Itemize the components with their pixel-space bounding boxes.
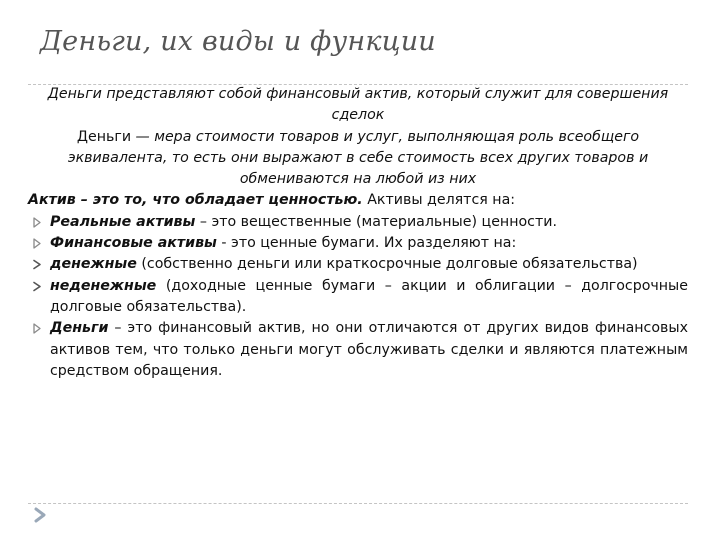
arrow-bullet-icon bbox=[32, 281, 42, 292]
definition-1-text: Деньги представляют собой финансовый актив, который служит для совершения сделок bbox=[47, 86, 669, 124]
bullet-item-real-assets bbox=[28, 212, 688, 233]
triangle-bullet-icon bbox=[32, 217, 42, 228]
bullet-term: неденежные bbox=[50, 277, 157, 294]
bullet-text: (собственно деньги или краткосрочные долговые обязательства) bbox=[136, 256, 638, 273]
bullet-item-monetary bbox=[28, 254, 688, 275]
assets-intro-lead: Актив – это то, что обладает ценностью. bbox=[28, 192, 363, 209]
bullet-text: - это ценные бумаги. Их разделяют на: bbox=[216, 235, 517, 252]
bullet-term: Реальные активы bbox=[50, 213, 196, 230]
definition-2-text: — мера стоимости товаров и услуг, выполняющая роль всеобщего эквивалента, то есть они выражают в себе стоимость всех других товаров и обмениваются на любой из них bbox=[67, 128, 649, 188]
bullet-term: Финансовые активы bbox=[50, 235, 217, 252]
bullet-item-financial-assets bbox=[28, 233, 688, 254]
triangle-bullet-icon bbox=[32, 238, 42, 249]
definition-2-lead: Деньги bbox=[76, 128, 132, 145]
corner-arrow-icon bbox=[32, 506, 50, 524]
bullet-text: – это финансовый актив, но они отличаются от других видов финансовых активов тем, что только деньги могут обслуживать сделки и являются платежным средством обращения. bbox=[50, 320, 688, 379]
bullet-text: (доходные ценные бумаги – акции и облигации – долгосрочные долговые обязательства). bbox=[50, 277, 688, 315]
definition-paragraph-2 bbox=[28, 127, 688, 191]
bullet-item-non-monetary bbox=[28, 276, 688, 319]
definition-paragraph-1 bbox=[28, 84, 688, 127]
bullet-text: – это вещественные (материальные) ценности. bbox=[195, 213, 557, 230]
bullet-term: Деньги bbox=[50, 320, 109, 337]
assets-intro-text: Активы делятся на: bbox=[362, 192, 516, 209]
slide-title: Деньги, их виды и функции bbox=[40, 26, 436, 57]
bullet-item-money bbox=[28, 318, 688, 382]
bottom-divider bbox=[28, 503, 688, 504]
assets-intro bbox=[28, 190, 688, 211]
slide-body bbox=[28, 84, 688, 382]
bullet-term: денежные bbox=[50, 256, 137, 273]
arrow-bullet-icon bbox=[32, 259, 42, 270]
triangle-bullet-icon bbox=[32, 323, 42, 334]
